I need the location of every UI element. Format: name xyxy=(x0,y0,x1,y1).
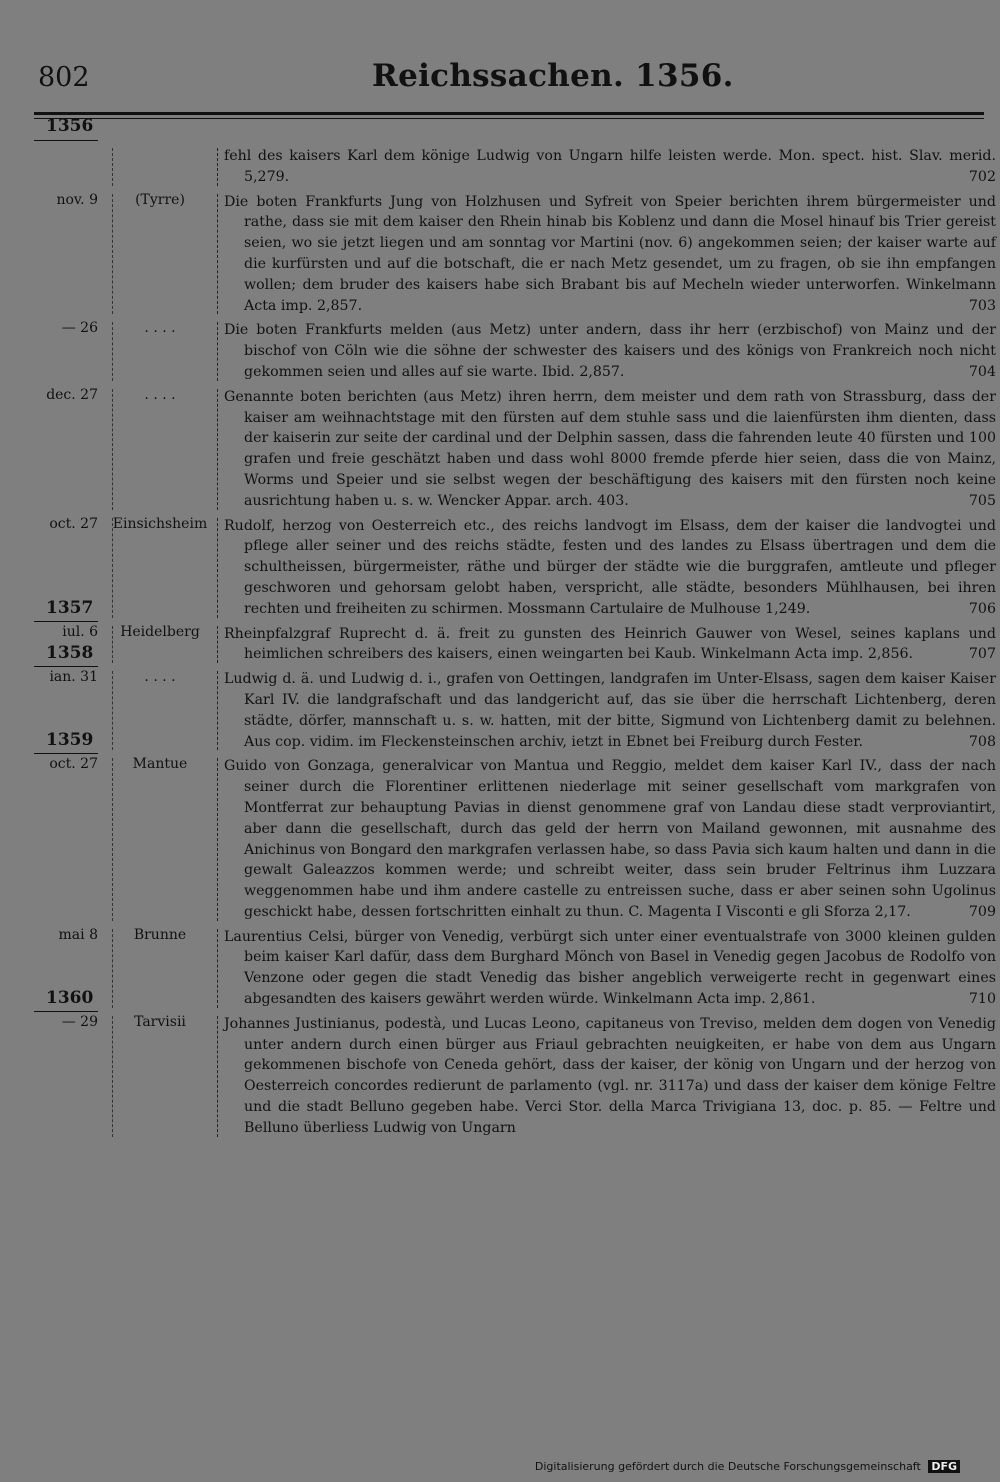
year-heading: 1357 xyxy=(46,597,94,618)
entry-body: Die boten Frankfurts Jung von Holzhusen und Syfreit von Speier berichten ihrem bürgermeister und rathe, dass sie mit dem kaiser den Rhein hinab bis Koblenz und dann die Mosel hinauf bis Trier gereist seien, wo sie jetzt liegen und am sonntag vor Martini (nov. 6) angekommen seien; der kaiser warte auf die kurfürsten und auf die botschaft, die er nach Metz gesendet, um zu fragen, ob sie ihn empfangen wollen; dem bruder des kaisers habe sich Brabant bis auf Mecheln wieder unterworfen. Winkelmann Acta imp. 2,857. xyxy=(224,193,996,314)
entry-number: 707 xyxy=(968,646,996,663)
entry-number: 705 xyxy=(968,492,996,509)
entry-text xyxy=(224,622,996,668)
entry-body: Die boten Frankfurts melden (aus Metz) unter andern, dass ihr herr (erzbischof) von Mainz und der bischof von Cöln wie die söhne der schwester des kaisers und des königs von Frankreich noch nicht gekommen seien und alles auf sie warte. Ibid. 2,857. xyxy=(224,322,996,380)
date-column-divider xyxy=(112,1016,114,1137)
page-header xyxy=(0,0,1000,136)
entry-place: Mantue xyxy=(132,756,188,773)
entry-text xyxy=(224,190,996,319)
column-divider xyxy=(217,389,219,510)
entry-text xyxy=(224,667,996,754)
entry-number: 708 xyxy=(968,733,996,750)
regest-entries xyxy=(0,144,1000,1141)
column-divider xyxy=(217,194,219,315)
footer-text: Digitalisierung gefördert durch die Deutsche Forschungsgemeinschaft xyxy=(534,1460,921,1473)
page-number: 802 xyxy=(38,62,90,93)
entry-text xyxy=(224,754,996,924)
date-column-divider xyxy=(112,389,114,510)
entry-date: — 26 xyxy=(61,320,98,337)
entry-place: Tarvisii xyxy=(134,1013,186,1030)
entry-date: iul. 6 xyxy=(62,623,98,640)
column-divider xyxy=(217,148,219,186)
entry-date: nov. 9 xyxy=(56,191,98,208)
regest-entry xyxy=(0,144,1000,190)
date-column-divider xyxy=(112,758,114,920)
column-divider xyxy=(217,1016,219,1137)
entry-number: 706 xyxy=(968,600,996,617)
entry-body: fehl des kaisers Karl dem könige Ludwig von Ungarn hilfe leisten werde. Mon. spect. hist. Slav. merid. 5,279. xyxy=(224,148,996,185)
footer-credit xyxy=(535,1460,960,1473)
entry-place: . . . . xyxy=(144,386,176,403)
year-heading: 1360 xyxy=(46,987,94,1008)
entry-place: Heidelberg xyxy=(120,623,200,640)
date-column-divider xyxy=(112,194,114,315)
year-heading: 1359 xyxy=(46,730,94,751)
entry-number: 703 xyxy=(968,297,996,314)
entry-date: dec. 27 xyxy=(46,386,98,403)
regest-entry xyxy=(0,925,1000,1012)
regest-entry xyxy=(0,1012,1000,1141)
entry-text xyxy=(224,385,996,514)
entry-place: . . . . xyxy=(144,669,176,686)
entry-body: Rudolf, herzog von Oesterreich etc., des reichs landvogt im Elsass, dem der kaiser die landvogtei und pflege aller seiner und des reichs städte, festen und des landes zu Elsass übertragen und dem die schultheissen, bürgermeister, räthe und bürger der städte wie die burggrafen, amtleute und pfleger geschworen und gehorsam gelobt haben, verspricht, alle städte, besonders Mühlhausen, bei ihren rechten und freiheiten zu schirmen. Mossmann Cartulaire de Mulhouse 1,249. xyxy=(224,517,996,617)
regest-entry xyxy=(0,667,1000,754)
entry-place: Brunne xyxy=(133,926,187,943)
entry-date: mai 8 xyxy=(58,926,98,943)
entry-date: ian. 31 xyxy=(49,669,98,686)
year-rule xyxy=(34,140,98,141)
entry-text xyxy=(224,925,996,1012)
entry-body: Ludwig d. ä. und Ludwig d. i., grafen von Oettingen, landgrafen im Unter-Elsass, sagen dem kaiser Kaiser Karl IV. die landgrafschaft und das landgericht auf, das sie über die herrschaft Lichtenberg, deren städte, dörfer, mannschaft u. s. w. hatten, mit der bitte, Sigmund von Lichtenberg damit zu belehnen. Aus cop. vidim. im Fleckensteinschen archiv, ietzt in Ebnet bei Freiburg durch Fester. xyxy=(224,671,996,750)
header-rule-thin xyxy=(34,118,984,119)
regest-entry xyxy=(0,622,1000,668)
regest-entry xyxy=(0,318,1000,384)
year-heading-start: 1356 xyxy=(46,116,94,136)
entry-text xyxy=(224,514,996,622)
date-column-divider xyxy=(112,518,114,618)
entry-text xyxy=(224,318,996,384)
column-divider xyxy=(217,758,219,920)
entry-place: (Tyrre) xyxy=(135,191,185,208)
dfg-logo: DFG xyxy=(928,1460,960,1473)
regest-entry xyxy=(0,190,1000,319)
year-heading: 1358 xyxy=(46,643,94,664)
header-rule-thick xyxy=(34,112,984,115)
column-divider xyxy=(217,518,219,618)
page-title: Reichssachen. 1356. xyxy=(372,58,734,94)
entry-text xyxy=(224,1012,996,1141)
entry-text xyxy=(224,144,996,190)
regest-entry xyxy=(0,514,1000,622)
entry-date: — 29 xyxy=(61,1013,98,1030)
entry-body: Rheinpfalzgraf Ruprecht d. ä. freit zu gunsten des Heinrich Gauwer von Wesel, seines kaplans und heimlichen schreibers des kaisers, einen weingarten bei Kaub. Winkelmann Acta imp. 2,856. xyxy=(224,625,996,663)
entry-number: 710 xyxy=(968,991,996,1008)
entry-body: Johannes Justinianus, podestà, und Lucas Leono, capitaneus von Treviso, melden dem dogen von Venedig unter andern durch einen bürger aus Friaul gebrachten neuigkeiten, er habe von dem aus Ungarn gekommenen bischofe von Ceneda gehört, dass der kaiser, der könig von Ungarn und der herzog von Oesterreich concordes redierunt de parlamento (vgl. nr. 3117a) und dass der kaiser dem könige Feltre und die stadt Belluno gegeben habe. Verci Stor. della Marca Trivigiana 13, doc. p. 85. — Feltre und Belluno überliess Ludwig von Ungarn xyxy=(224,1015,996,1136)
entry-date: oct. 27 xyxy=(49,515,98,532)
entry-place: . . . . xyxy=(144,320,176,337)
entry-number: 709 xyxy=(968,903,996,920)
entry-body: Genannte boten berichten (aus Metz) ihren herrn, dem meister und dem rath von Strassburg, dass der kaiser am weihnachtstage mit den fürsten auf dem stuhle sass und die laienfürsten ihm dienten, dass der kaiserin zur seite der cardinal und der Delphin sassen, dass die fahrenden leute 40 fürsten und 100 grafen und freie geschätzt haben und dass wohl 8000 fremde pferde hier seien, dass die von Mainz, Worms und Speier und sie selbst wegen der beschäftigung des kaisers mit den fürsten noch keine ausrichtung haben u. s. w. Wencker Appar. arch. 403. xyxy=(224,388,996,509)
regest-entry xyxy=(0,754,1000,924)
entry-number: 702 xyxy=(968,168,996,185)
regest-entry xyxy=(0,385,1000,514)
entry-place: Einsichsheim xyxy=(112,515,208,532)
entry-date: oct. 27 xyxy=(49,756,98,773)
entry-body: Laurentius Celsi, bürger von Venedig, verbürgt sich unter einer eventualstrafe von 3000 kleinen gulden beim kaiser Karl dafür, dass dem Burghard Mönch von Basel in Venedig gegen Jacobus de Rodolfo von Venzone oder gegen die stadt Venedig das bisher angeblich verweigerte recht in gegenwart eines abgesandten des kaisers gewährt werden würde. Winkelmann Acta imp. 2,861. xyxy=(224,928,996,1008)
entry-body: Guido von Gonzaga, generalvicar von Mantua und Reggio, meldet dem kaiser Karl IV., dass der nach seiner durch die Florentiner erlittenen niederlage mit seiner gesellschaft vom markgrafen von Montferrat zur behauptung Pavias in dienst genommene graf von Landau diese stadt verproviantirt, aber dann die gesellschaft, durch das geld der herrn von Mailand gewonnen, mit ausnahme des Anichinus von Bongard den markgrafen verlassen habe, so dass Pavia sich kaum halten und dann in die gewalt Galeazzos kommen werde; und schreibt weiter, dass sein bruder Feltrinus ihm Luzzara weggenommen habe und ihm andere castelle zu entreissen suche, dass er aber seinen sohn Ugolinus geschickt habe, dessen fortschritten einhalt zu thun. C. Magenta I Visconti e gli Sforza 2,17. xyxy=(224,758,996,920)
entry-number: 704 xyxy=(968,363,996,380)
date-column-divider xyxy=(112,148,114,186)
